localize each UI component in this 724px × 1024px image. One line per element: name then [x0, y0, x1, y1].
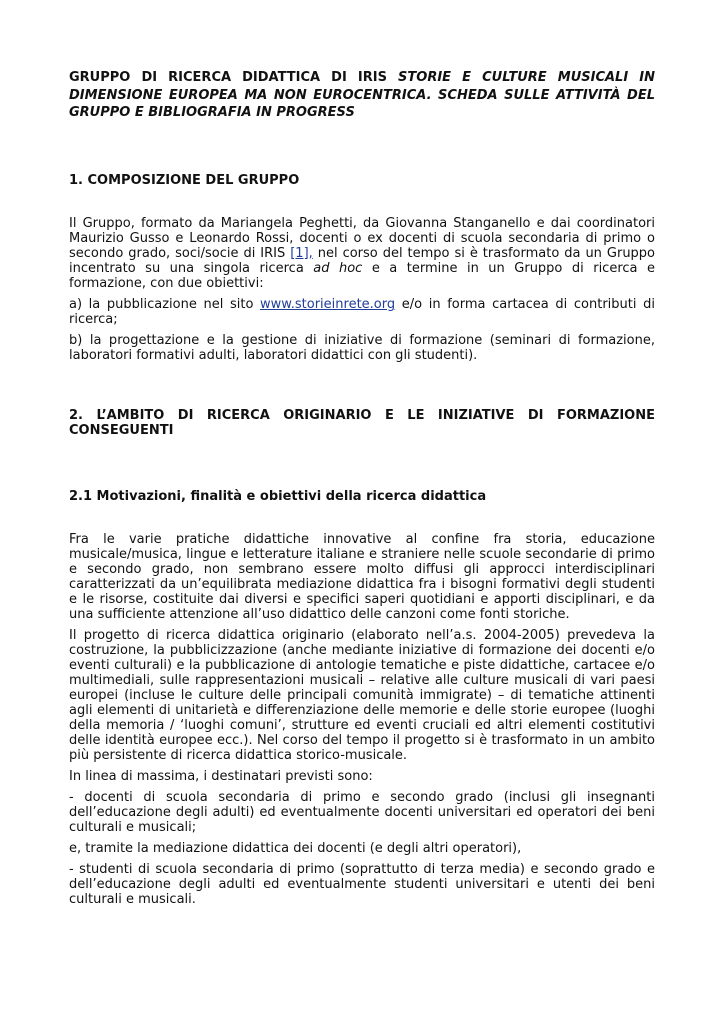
section-2-heading	[69, 408, 655, 438]
italic-text: ad hoc	[313, 261, 363, 276]
paragraph: - studenti di scuola secondaria di primo (soprattutto di terza media) e secondo grado e dell’educazione degli adulti ed eventualmente studenti universitari e utenti dei beni culturali e musicali.	[69, 862, 655, 907]
storieinrete-link[interactable]: www.storieinrete.org	[260, 297, 396, 312]
paragraph: - docenti di scuola secondaria di primo e secondo grado (inclusi gli insegnanti dell’educazione degli adulti) ed eventualmente docenti universitari ed operatori dei beni culturali e musicali;	[69, 790, 655, 835]
section-2-heading-line-1: 2. L’AMBITO DI RICERCA ORIGINARIO E LE INIZIATIVE DI FORMAZIONE	[69, 408, 655, 423]
text-run: e/o in forma cartacea di contributi di ricerca;	[69, 297, 655, 327]
paragraph: Il progetto di ricerca didattica originario (elaborato nell’a.s. 2004-2005) prevedeva la costruzione, la pubblicizzazione (anche mediante iniziative di formazione dei docenti e/o eventi culturali) e la pubblicazione di antologie tematiche e piste didattiche, cartacee e/o multimediali, sulle rappresentazioni musicali – relative alle culture musicali di vari paesi europei (incluse le culture delle principali comunità immigrate) – di tematiche attinenti agli elementi di unitarietà e differenziazione delle memorie e delle storie europee (luoghi della memoria / ‘luoghi comuni’, strutture ed eventi cruciali ed altri elementi costitutivi delle identità europee ecc.). Nel corso del tempo il progetto si è trasformato in un ambito più persistente di ricerca didattica storico-musicale.	[69, 628, 655, 763]
paragraph: In linea di massima, i destinatari previsti sono:	[69, 769, 373, 784]
title-plain: GRUPPO DI RICERCA DIDATTICA DI IRIS	[69, 70, 399, 85]
section-2-heading-line-2: CONSEGUENTI	[69, 423, 174, 438]
text-run: nel corso del tempo si è trasformato da un Gruppo incentrato su una singola ricerca	[69, 246, 656, 276]
title-italic: STORIE E CULTURE MUSICALI IN DIMENSIONE EUROPEA MA NON EUROCENTRICA. SCHEDA SULLE ATTIVITÀ DEL GRUPPO E BIBLIOGRAFIA IN PROGRESS	[69, 70, 655, 120]
paragraph: Fra le varie pratiche didattiche innovative al confine fra storia, educazione musicale/musica, lingue e letterature italiane e straniere nelle scuole secondarie di primo e secondo grado, non sembrano essere molto diffusi gli approcci interdisciplinari caratterizzati da un’equilibrata mediazione didattica fra i bisogni formativi degli studenti e le risorse, costituite dai diversi e specifici saperi quotidiani e apporti disciplinari, e da una sufficiente attenzione all’uso didattico delle canzoni come fonti storiche.	[69, 532, 655, 622]
text-run: Il Gruppo, formato da Mariangela Peghetti, da Giovanna Stanganello e dai coordinatori Maurizio Gusso e Leonardo Rossi, docenti o ex docenti di scuola secondaria di primo o secondo grado, soci/socie di IRIS	[69, 216, 655, 261]
section-2-1-heading: 2.1 Motivazioni, finalità e obiettivi della ricerca didattica	[69, 489, 487, 504]
paragraph: e, tramite la mediazione didattica dei docenti (e degli altri operatori),	[69, 841, 522, 856]
section-1-body	[69, 216, 655, 363]
paragraph	[69, 297, 655, 327]
section-1-heading: 1. COMPOSIZIONE DEL GRUPPO	[69, 173, 300, 188]
document-title	[69, 69, 655, 122]
text-run: a) la pubblicazione nel sito	[69, 297, 261, 312]
paragraph: b) la progettazione e la gestione di iniziative di formazione (seminari di formazione, laboratori formativi adulti, laboratori didattici con gli studenti).	[69, 333, 655, 363]
section-2-1-body	[69, 532, 655, 907]
text-run: e a termine in un Gruppo di ricerca e formazione, con due obiettivi:	[69, 261, 655, 291]
paragraph	[69, 216, 655, 291]
footnote-link-1[interactable]: [1],	[290, 246, 313, 261]
